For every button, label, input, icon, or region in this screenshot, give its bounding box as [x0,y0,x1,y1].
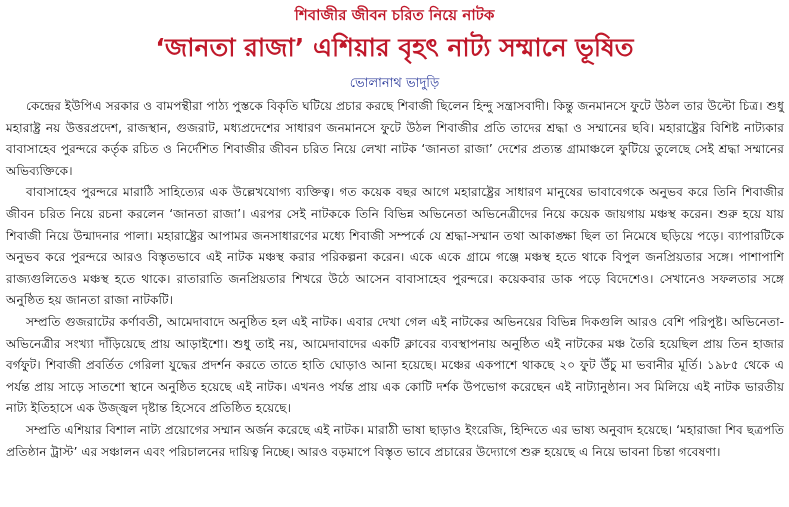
article-paragraph-1: কেন্দ্রের ইউপিএ সরকার ও বামপন্থীরা পাঠ্য পুস্তকে বিকৃতি ঘটিয়ে প্রচার করছে শিবাজী ছিলেন হিন্দু সন্ত্রাসবাদী। কিন্তু জনমানসে ফুটে উঠল তার উল্টো চিত্র। শুধু মহারাষ্ট্র নয় উত্তরপ্রদেশ, রাজস্থান, গুজরাট, মধ্যপ্রদেশের সাধারণ জনমানসে ফুটে উঠল শিবাজীর প্রতি তাদের শ্রদ্ধা ও সম্মানের ছবি। মহারাষ্ট্রের বিশিষ্ট নাট্যকার বাবাসাহেব পুরন্দরে কর্তৃক রচিত ও নির্দেশিত শিবাজীর জীবন চরিত নিয়ে লেখা নাটক ‘জানতা রাজা’ দেশের প্রত্যন্ত গ্রামাঞ্চলে ফুটিয়ে তুলেছে সেই শ্রদ্ধা সম্মানের অভিব্যক্তিকে। [6,99,784,178]
article-headline: ‘জানতা রাজা’ এশিয়ার বৃহৎ নাট্য সম্মানে ভূষিত [155,33,634,62]
article-kicker: শিবাজীর জীবন চরিত নিয়ে নাটক [294,6,495,24]
article-paragraph-3: সম্প্রতি গুজরাটের কর্ণাবতী, আমেদাবাদে অনুষ্ঠিত হল এই নাটক। এবার দেখা গেল এই নাটকের অভিনয়ের বিভিন্ন দিকগুলি আরও বেশি পরিপুষ্ট। অভিনেতা-অভিনেত্রীর সংখ্যা দাঁড়িয়েছে প্রায় আড়াইশো। শুধু তাই নয়, আমেদাবাদের একটি ক্লাবের ব্যবস্থাপনায় অনুষ্ঠিত এই নাটকের মঞ্চ তৈরি হয়েছিল প্রায় তিন হাজার বর্গফুট। শিবাজী প্রবর্তিত গেরিলা যুদ্ধের প্রদর্শন করতে তাতে হাতি ঘোড়াও আনা হয়েছে। মঞ্চের একপাশে থাকছে ২০ ফুট উঁচু মা ভবানীর মূর্তি। ১৯৮৫ থেকে এ পর্যন্ত প্রায় সাড়ে সাতশো স্থানে অনুষ্ঠিত হয়েছে এই নাটক। এখনও পর্যন্ত প্রায় এক কোটি দর্শক উপভোগ করেছেন এই নাট্যানুষ্ঠান। সব মিলিয়ে এই নাটক ভারতীয় নাট্য ইতিহাসে এক উজ্জ্বল দৃষ্টান্ত হিসেবে প্রতিষ্ঠিত হয়েছে। [6,314,784,416]
article-byline: ভোলানাথ ভাদুড়ি [349,76,440,91]
article-paragraph-4: সম্প্রতি এশিয়ার বিশাল নাট্য প্রয়োগের সম্মান অর্জন করেছে এই নাটক। মারাঠী ভাষা ছাড়াও ইংরেজি, হিন্দিতে এর ভাষ্য অনুবাদ হয়েছে। ‘মহারাজা শিব ছত্রপতি প্রতিষ্ঠান ট্রাস্ট’ এর সঞ্চালন এবং পরিচালনের দায়িত্ব নিচ্ছে। আরও বড়মাপে বিস্তৃত ভাবে প্রচারের উদ্যোগে শুরু হয়েছে এ নিয়ে ভাবনা চিন্তা গবেষণা। [6,422,784,459]
article-paragraph-2: বাবাসাহেব পুরন্দরে মারাঠি সাহিত্যের এক উল্লেখযোগ্য ব্যক্তিত্ব। গত কয়েক বছর আগে মহারাষ্ট্রের সাধারণ মানুষের ভাবাবেগকে অনুভব করে তিনি শিবাজীর জীবন চরিত নিয়ে রচনা করলেন ‘জানতা রাজা’। এরপর সেই নাটককে তিনি বিভিন্ন অভিনেতা অভিনেত্রীদের নিয়ে কয়েক জায়গায় মঞ্চস্থ করেন। শুরু হয়ে যায় শিবাজী নিয়ে উন্মাদনার পালা। মহারাষ্ট্রের আপামর জনসাধারণের মধ্যে শিবাজী সম্পর্কে যে শ্রদ্ধা-সম্মান তথা আকাঙ্ক্ষা ছিল তা নিমেষে ছড়িয়ে পড়ে। ব্যাপারটিকে অনুভব করে পুরন্দরে আরও বিস্তৃতভাবে এই নাটক মঞ্চস্থ করার পরিকল্পনা করেন। একে একে গ্রামে গঞ্জে মঞ্চস্থ হতে থাকে বিপুল জনপ্রিয়তার সঙ্গে। পাশাপাশি রাজ্যগুলিতেও মঞ্চস্থ হতে থাকে। রাতারাতি জনপ্রিয়তার শিখরে উঠে আসেন বাবাসাহেব পুরন্দরে। কয়েকবার ডাক পড়ে বিদেশেও। সেখানেও সফলতার সঙ্গে অনুষ্ঠিত হয় জানতা রাজা নাটকটি। [6,185,784,308]
article-body [6,96,784,463]
